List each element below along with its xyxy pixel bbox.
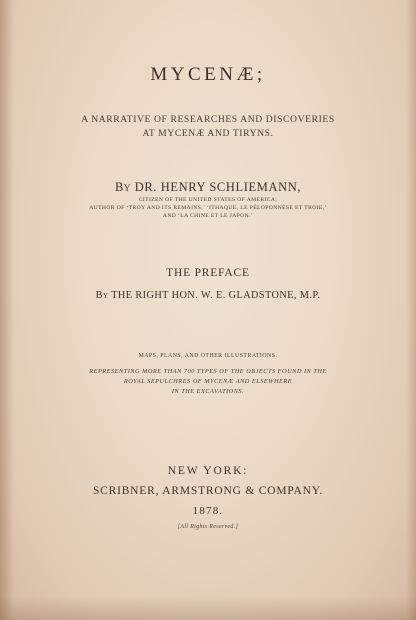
- book-title: MYCENÆ;: [150, 64, 266, 85]
- author-credit-line-1: CITIZEN OF THE UNITED STATES OF AMERICA;: [138, 197, 278, 203]
- page-shadow-bottom: [0, 596, 416, 620]
- preface-heading: THE PREFACE: [166, 267, 250, 279]
- subtitle-line-1: A NARRATIVE OF RESEARCHES AND DISCOVERIES: [81, 114, 335, 125]
- author-name: DR. HENRY SCHLIEMANN,: [134, 180, 302, 194]
- subtitle-line-2: AT MYCENÆ AND TIRYNS.: [142, 128, 274, 139]
- illustrations-heading: MAPS, PLANS, AND OTHER ILLUSTRATIONS.: [138, 353, 278, 359]
- author-line: [0, 180, 416, 195]
- imprint-city: NEW YORK:: [167, 465, 249, 477]
- author-prefix: By: [114, 180, 131, 194]
- imprint-rights: [All Rights Reserved.]: [177, 524, 239, 530]
- preface-author-line: [0, 290, 416, 301]
- illustrations-line-3: IN THE EXCAVATIONS.: [171, 388, 245, 395]
- illustrations-line-1: REPRESENTING MORE THAN 700 TYPES OF THE OBJECTS FOUND IN THE: [89, 368, 327, 375]
- imprint-year: 1878.: [192, 505, 224, 517]
- preface-author-name: THE RIGHT HON. W. E. GLADSTONE, M.P.: [111, 290, 321, 301]
- author-credit-line-3: AND ‘LA CHINE ET LE JAPON.’: [162, 213, 254, 219]
- author-credit-line-2: AUTHOR OF ‘TROY AND ITS REMAINS,’ ‘ITHAQUE, LE PÉLOPONNÈSE ET TROIE,’: [89, 205, 327, 211]
- illustrations-line-2: ROYAL SEPULCHRES OF MYCENÆ AND ELSEWHERE: [123, 378, 293, 385]
- preface-author-prefix: By: [95, 290, 109, 301]
- imprint-publisher: SCRIBNER, ARMSTRONG & COMPANY.: [92, 485, 324, 497]
